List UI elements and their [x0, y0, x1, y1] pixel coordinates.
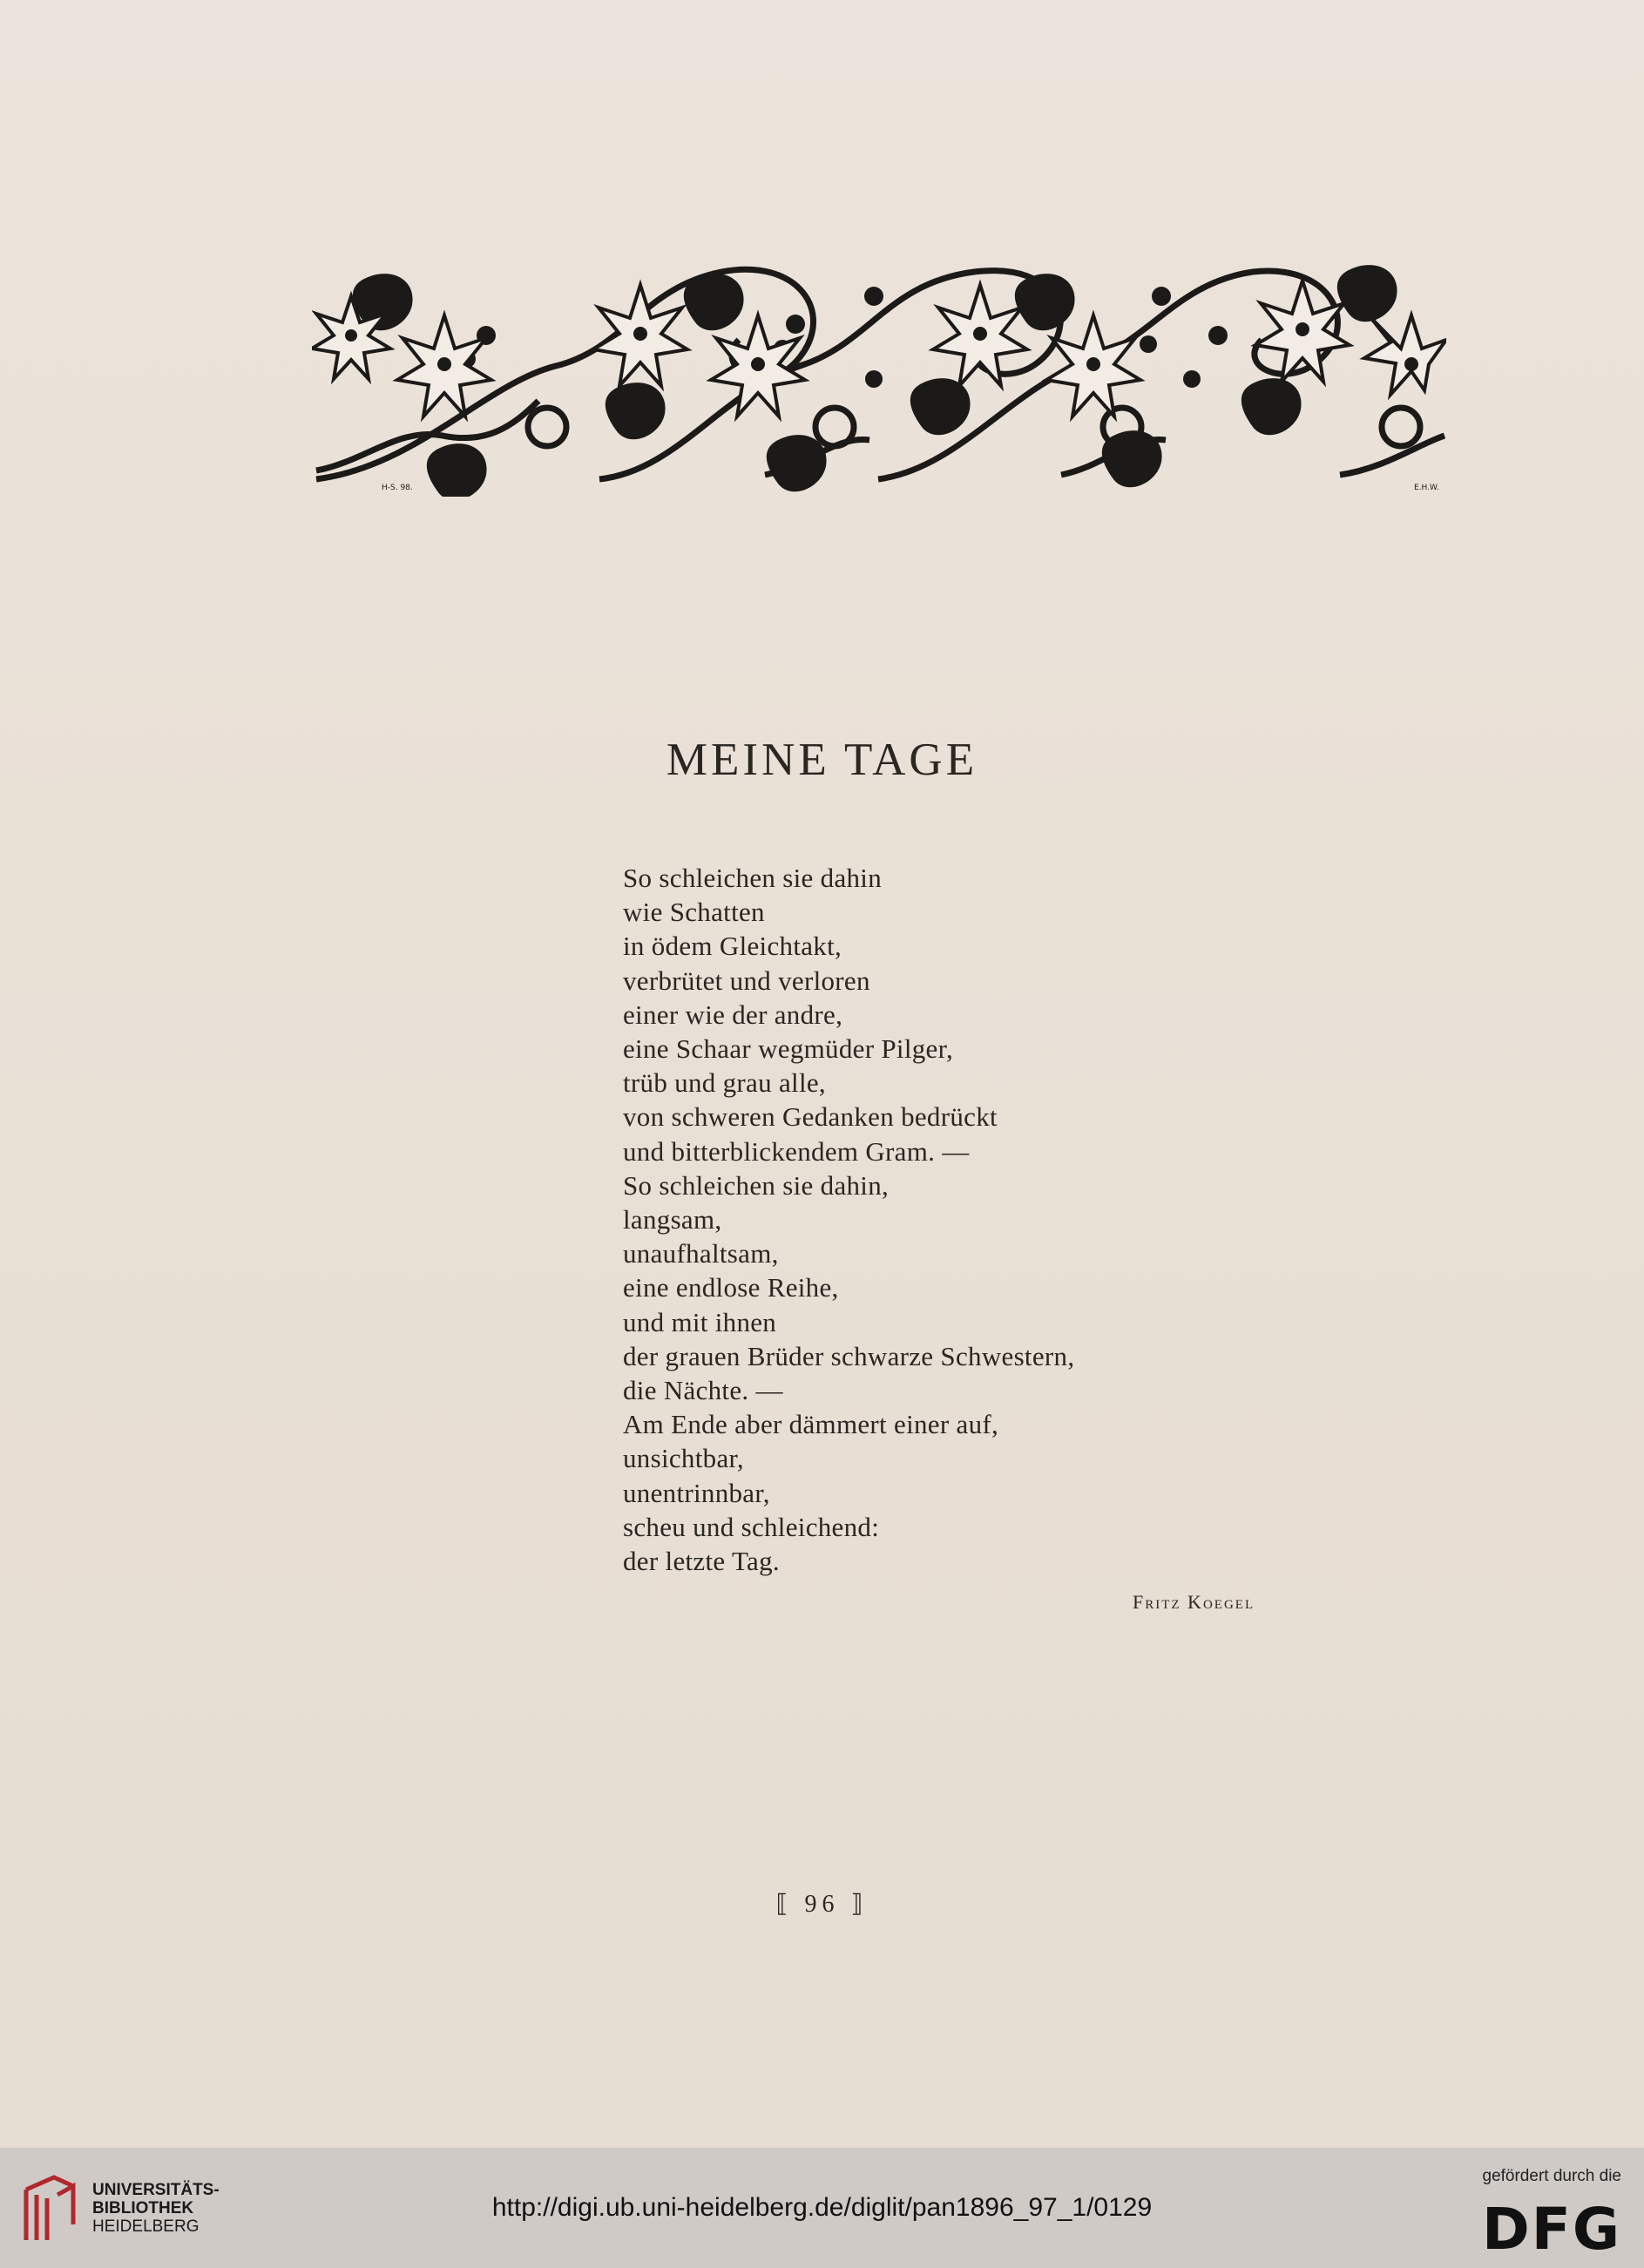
- poem-line: trüb und grau alle,: [623, 1067, 826, 1099]
- poem-author: Fritz Koegel: [1133, 1591, 1255, 1613]
- ornament-signature-right: E.H.W.: [1414, 484, 1439, 492]
- poem-line: wie Schatten: [623, 897, 765, 928]
- poem-line: der letzte Tag.: [623, 1546, 780, 1577]
- poem-line: die Nächte. —: [623, 1375, 783, 1406]
- library-name-line2: BIBLIOTHEK: [92, 2199, 194, 2217]
- poem-line: verbrütet und verloren: [623, 965, 870, 996]
- ornament-signature-left: H-S. 98.: [382, 484, 413, 492]
- poem-line: langsam,: [623, 1204, 722, 1236]
- poem-line: und mit ihnen: [623, 1306, 777, 1337]
- poem-line: der grauen Brüder schwarze Schwestern,: [623, 1340, 1075, 1371]
- poem-line: von schweren Gedanken bedrückt: [623, 1101, 998, 1133]
- poem-line: unentrinnbar,: [623, 1477, 770, 1508]
- poem-line: und bitterblickendem Gram. —: [623, 1135, 970, 1167]
- poem-line: einer wie der andre,: [623, 999, 843, 1030]
- permalink-url[interactable]: http://digi.ub.uni-heidelberg.de/diglit/pan1896_97_1/0129: [491, 2193, 1153, 2222]
- dfg-logo: DFG: [1481, 2196, 1621, 2263]
- poem-line: in ödem Gleichtakt,: [623, 931, 842, 962]
- poem-line: unaufhaltsam,: [623, 1238, 779, 1269]
- poem-line: eine Schaar wegmüder Pilger,: [623, 1033, 954, 1065]
- poem-line: So schleichen sie dahin: [623, 863, 883, 893]
- page-number: ⟦ 96 ⟧: [775, 1891, 869, 1918]
- digitization-footer: [0, 2148, 1644, 2268]
- poem-line: eine endlose Reihe,: [623, 1272, 839, 1303]
- poem-line: unsichtbar,: [623, 1443, 744, 1474]
- poem-line: Am Ende aber dämmert einer auf,: [623, 1409, 999, 1440]
- poem-title: MEINE TAGE: [666, 735, 978, 785]
- funded-by-label: gefördert durch die: [1482, 2167, 1621, 2185]
- library-name-line3: HEIDELBERG: [92, 2217, 200, 2236]
- poem-line: scheu und schleichend:: [623, 1511, 880, 1542]
- poem-body: [623, 861, 1074, 1578]
- floral-ornament-banner: [312, 261, 1446, 497]
- library-name-line1: UNIVERSITÄTS-: [92, 2181, 220, 2199]
- poem-line: So schleichen sie dahin,: [623, 1169, 890, 1201]
